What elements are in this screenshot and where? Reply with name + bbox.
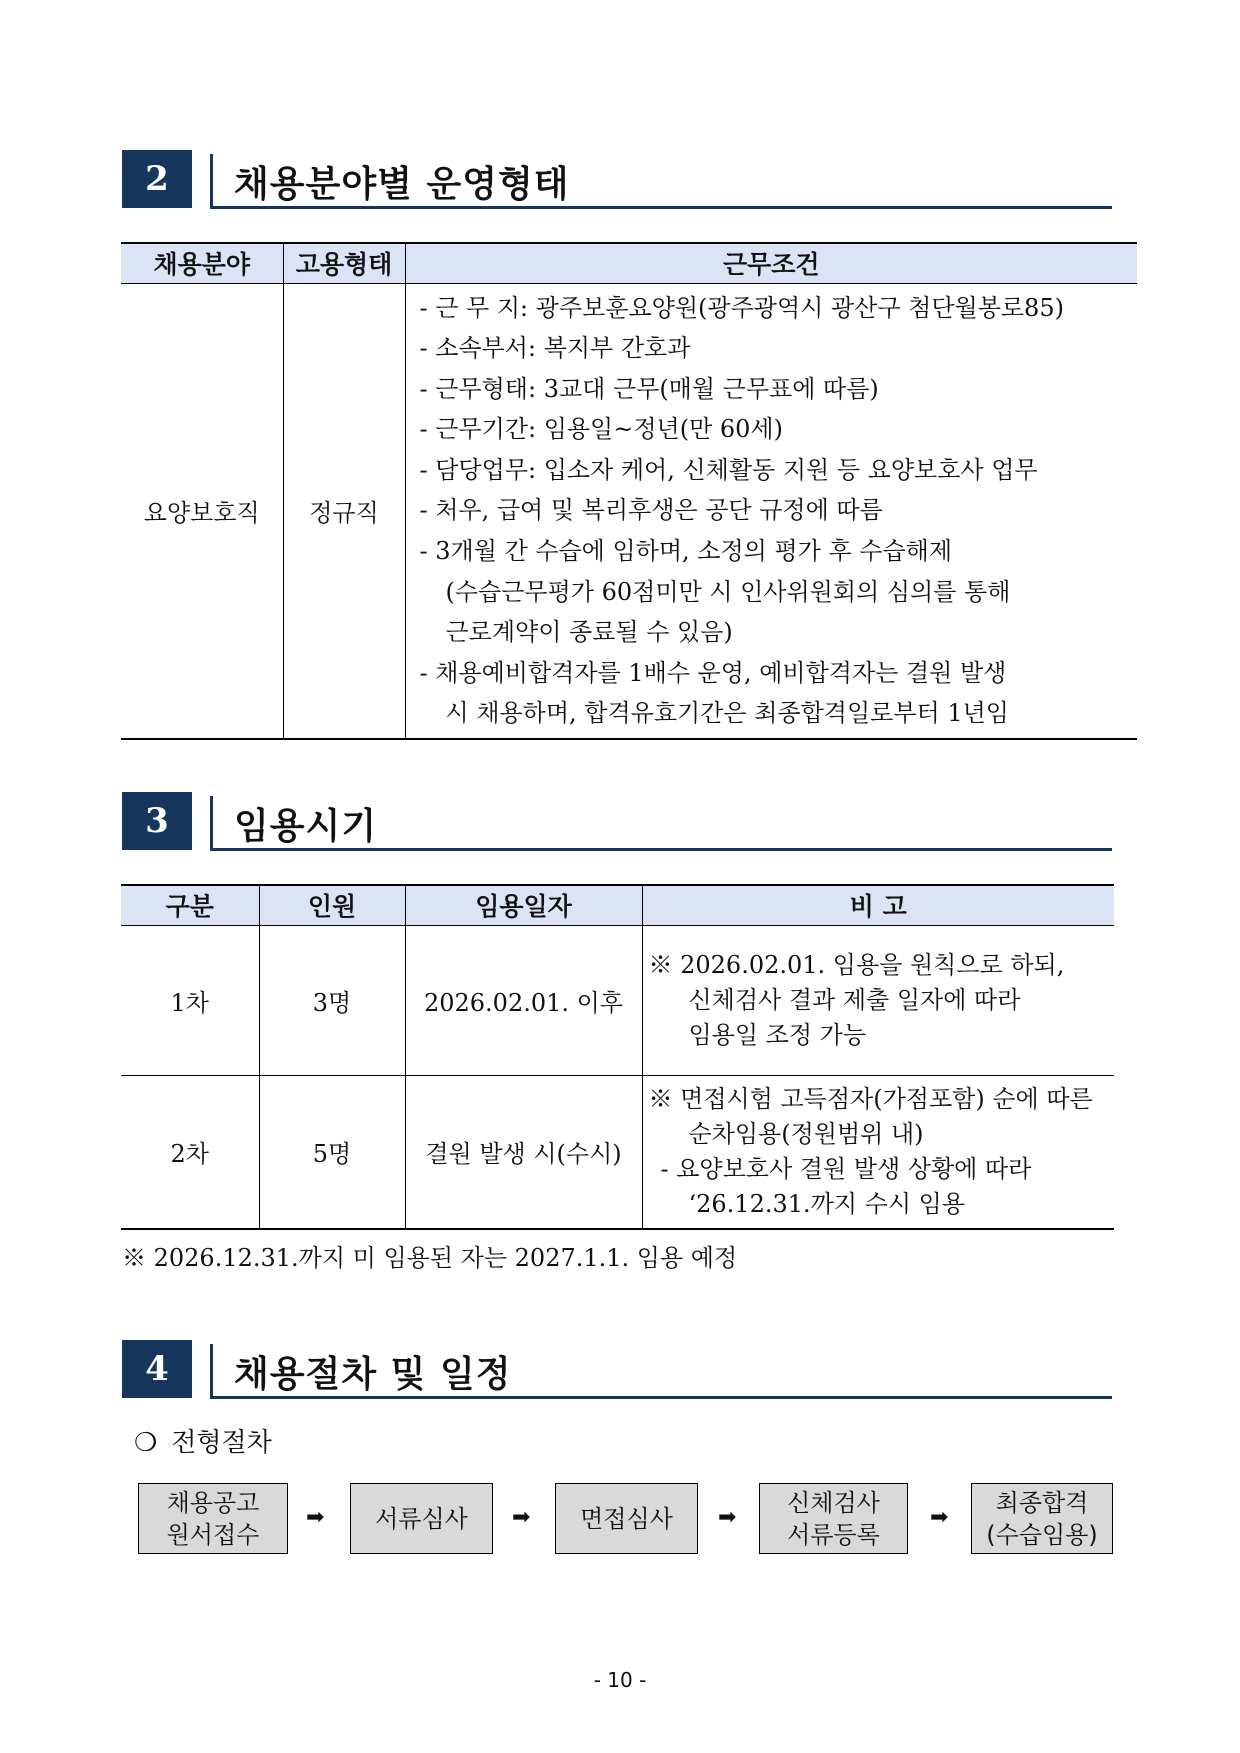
appointment-schedule-table (121, 884, 1114, 1230)
procedure-step (971, 1483, 1113, 1554)
remarks-cell (642, 1075, 1114, 1229)
section-bar (210, 1344, 213, 1398)
section-3-header (122, 792, 1112, 852)
step-line: 채용공고 (166, 1488, 260, 1517)
count-cell: 3명 (259, 925, 405, 1075)
field-cell: 요양보호직 (121, 283, 283, 739)
procedure-step (350, 1483, 493, 1554)
right-arrow-icon: ➡ (930, 1505, 949, 1530)
condition-line: - 채용예비합격자를 1배수 운영, 예비합격자는 결원 발생 (419, 658, 1007, 687)
procedure-subtitle-text: 전형절차 (171, 1428, 272, 1458)
conditions-cell (405, 283, 1137, 739)
step-line: 면접심사 (580, 1504, 673, 1533)
section-underline (210, 1396, 1112, 1399)
date-cell: 결원 발생 시(수시) (405, 1075, 642, 1229)
section-underline (210, 206, 1112, 209)
right-arrow-icon: ➡ (512, 1505, 531, 1530)
section-2-header (122, 150, 1112, 210)
step-line: 서류등록 (787, 1520, 880, 1549)
header-round: 구분 (121, 885, 259, 925)
remark-line: ※ 면접시험 고득점자(가점포함) 순에 따른 (648, 1084, 1093, 1113)
step-line: (수습임용) (986, 1520, 1098, 1549)
round-cell: 1차 (121, 925, 259, 1075)
count-cell: 5명 (259, 1075, 405, 1229)
remark-line: ‘26.12.31.까지 수시 임용 (688, 1189, 965, 1218)
work-conditions-table (121, 242, 1137, 740)
appointment-footnote: ※ 2026.12.31.까지 미 임용된 자는 2027.1.1. 임용 예정 (122, 1244, 738, 1272)
remark-line: 순차임용(정원범위 내) (688, 1119, 924, 1148)
header-remarks: 비 고 (642, 885, 1114, 925)
condition-line: - 3개월 간 수습에 임하며, 소정의 평가 후 수습해제 (419, 537, 953, 566)
condition-line: - 담당업무: 입소자 케어, 신체활동 지원 등 요양보호사 업무 (419, 455, 1038, 484)
header-employment-type: 고용형태 (283, 243, 405, 283)
condition-line: 시 채용하며, 합격유효기간은 최종합격일로부터 1년임 (445, 699, 1009, 728)
step-line: 신체검사 (787, 1488, 880, 1517)
condition-line: - 소속부서: 복지부 간호과 (419, 334, 691, 363)
remark-line: ※ 2026.02.01. 임용을 원칙으로 하되, (648, 950, 1065, 979)
procedure-subtitle (134, 1422, 272, 1459)
condition-line: - 근무형태: 3교대 근무(매월 근무표에 따름) (419, 374, 879, 403)
right-arrow-icon: ➡ (306, 1505, 325, 1530)
header-count: 인원 (259, 885, 405, 925)
procedure-step (555, 1483, 698, 1554)
condition-line: 근로계약이 종료될 수 있음) (445, 618, 733, 647)
section-bar (210, 154, 213, 208)
date-cell: 2026.02.01. 이후 (405, 925, 642, 1075)
condition-line: (수습근무평가 60점미만 시 인사위원회의 심의를 통해 (445, 577, 1011, 606)
right-arrow-icon: ➡ (718, 1505, 737, 1530)
section-4-header (122, 1340, 1112, 1400)
section-title: 채용분야별 운영형태 (234, 164, 570, 205)
circle-bullet-icon: ❍ (134, 1428, 158, 1458)
step-line: 서류심사 (375, 1504, 468, 1533)
table-row (121, 925, 1114, 1075)
condition-line: - 근무기간: 임용일~정년(만 60세) (419, 415, 783, 444)
condition-line: - 처우, 급여 및 복리후생은 공단 규정에 따름 (419, 496, 883, 525)
remark-line: 신체검사 결과 제출 일자에 따라 (688, 985, 1021, 1014)
employment-type-cell: 정규직 (283, 283, 405, 739)
header-field: 채용분야 (121, 243, 283, 283)
table-row (121, 1075, 1114, 1229)
section-number: 2 (122, 150, 192, 208)
section-bar (210, 796, 213, 850)
step-line: 원서접수 (166, 1520, 260, 1549)
round-cell: 2차 (121, 1075, 259, 1229)
step-line: 최종합격 (995, 1488, 1089, 1517)
header-conditions: 근무조건 (405, 243, 1137, 283)
remarks-cell (642, 925, 1114, 1075)
remark-line: 임용일 조정 가능 (688, 1020, 867, 1049)
procedure-step (759, 1483, 908, 1554)
page-number: - 10 - (593, 1668, 647, 1692)
procedure-step (138, 1483, 288, 1554)
section-number: 4 (122, 1340, 192, 1398)
section-title: 임용시기 (234, 806, 378, 847)
section-title: 채용절차 및 일정 (234, 1354, 512, 1395)
header-date: 임용일자 (405, 885, 642, 925)
section-underline (210, 848, 1112, 851)
section-number: 3 (122, 792, 192, 850)
remark-line: - 요양보호사 결원 발생 상황에 따라 (660, 1154, 1032, 1183)
condition-line: - 근 무 지: 광주보훈요양원(광주광역시 광산구 첨단월봉로85) (419, 293, 1064, 322)
